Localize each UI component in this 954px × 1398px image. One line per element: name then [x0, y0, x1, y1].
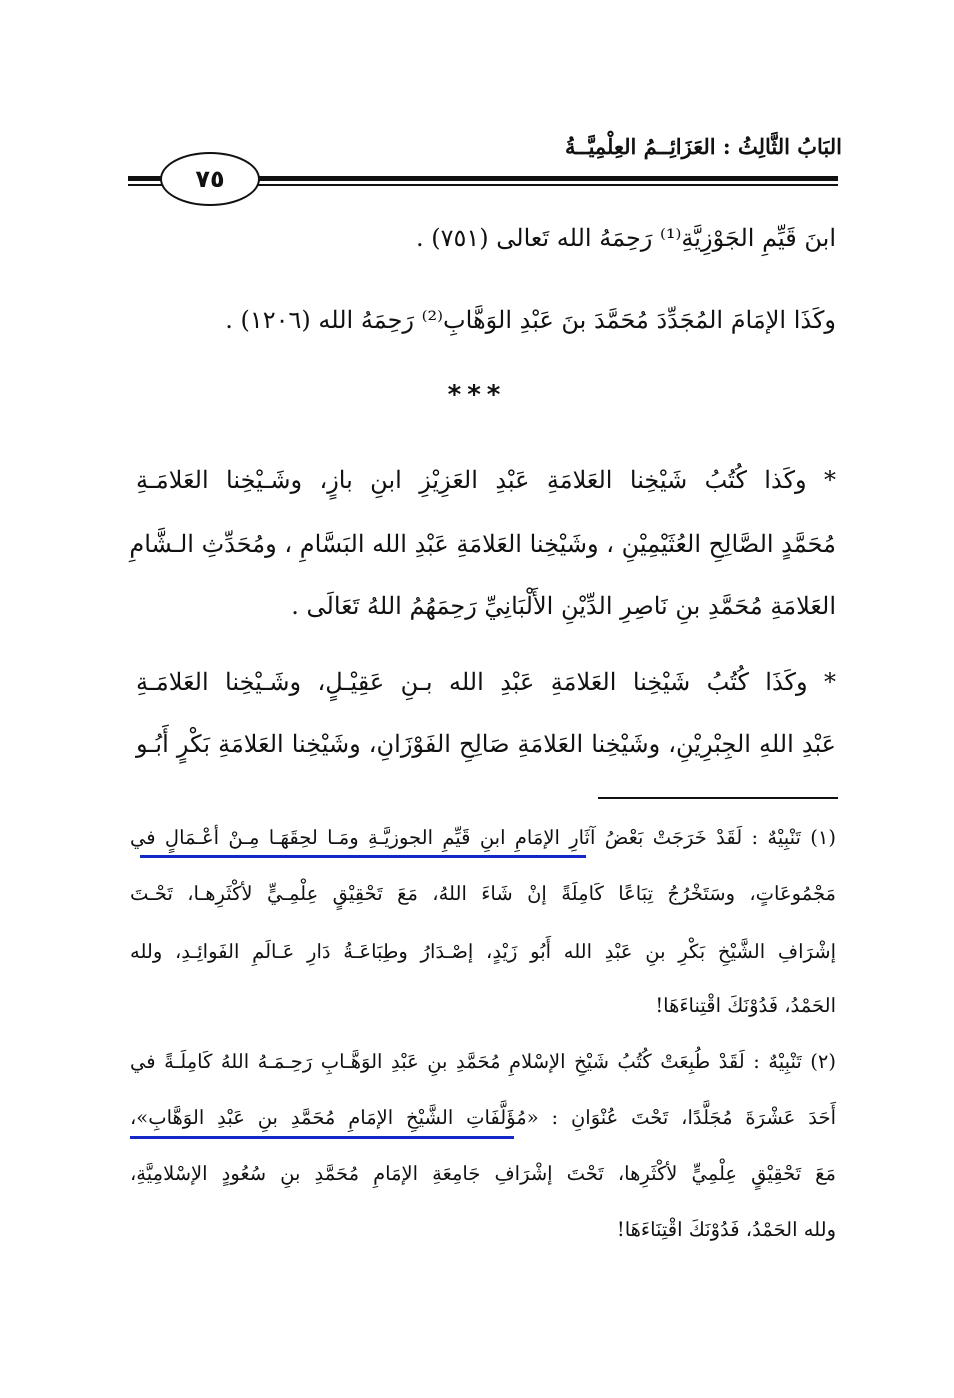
footnote-line: (٢) تَنْبِيْهٌ : لَقَدْ طُبِعَتْ كُتُبُ شَيْخِ الإسْلامِ مُحَمَّدِ بنِ عَبْدِ الوَهَّـابِ رَحِـمَـهُ اللهُ كَامِلَـةً في	[130, 1050, 836, 1073]
body-line: مُحَمَّدٍ الصَّالِحِ العُثَيْمِيْنِ ، وشَيْخِنا العَلامَةِ عَبْدِ الله البَسَّامِ ، ومُحَدِّثِ الـشَّامِ	[129, 530, 836, 558]
body-line: ابنَ قَيِّمِ الجَوْزِيَّةِ⁽¹⁾ رَحِمَهُ الله تَعالى (٧٥١) .	[415, 224, 836, 252]
footnote-line: مَجْمُوعَاتٍ، وسَتَخْرُجُ تِبَاعًا كَامِلَةً إنْ شَاءَ اللهُ، مَعَ تَحْقِيْقٍ عِلْمِـيٍّ لأكْثَرِهـا، تَحْـتَ	[130, 882, 836, 905]
chapter-title: البَابُ الثَّالِثُ : العَزَائِــمُ العِلْمِيَّــةُ	[565, 134, 842, 159]
body-line: العَلامَةِ مُحَمَّدِ بنِ نَاصِرِ الدِّيْنِ الأَلْبَانِيِّ رَحِمَهُمُ اللهُ تَعَالَى .	[291, 592, 836, 620]
footnote-separator	[598, 797, 838, 799]
body-line: * وكَذا كُتُبُ شَيْخِنا العَلامَةِ عَبْدِ العَزِيْزِ ابنِ بازٍ، وشَـيْخِنا العَلامَـةِ	[136, 466, 836, 494]
annotation-underline	[140, 855, 586, 858]
footnote-line: مَعَ تَحْقِيْقٍ عِلْمِيٍّ لأكْثَرِها، تَحْتَ إشْرَافِ جَامِعَةِ الإمَامِ مُحَمَّدِ بنِ سُعُودٍ الإسْلامِيَّةِ،	[130, 1162, 836, 1185]
footnote-line: ولله الحَمْدُ، فَدُوْنَكَ اقْتِنَاءَهَا!	[616, 1218, 836, 1241]
annotation-underline	[130, 1136, 514, 1139]
body-line: وكَذَا الإمَامَ المُجَدِّدَ مُحَمَّدَ بنَ عَبْدِ الوَهَّابِ⁽²⁾ رَحِمَهُ الله (١٢٠٦) .	[225, 306, 836, 334]
page-number: ٧٥	[160, 152, 260, 206]
footnote-line: (١) تَنْبِيْهٌ : لَقَدْ خَرَجَتْ بَعْضُ آثَارِ الإمَامِ ابنِ قَيِّمِ الجوزيَّـةِ ومَـا لحِقَهَـا مِـنْ أعْـمَالٍ في	[130, 826, 836, 849]
footnote-line: إشْرَافِ الشَّيْخِ بَكْرِ بنِ عَبْدِ الله أَبُو زَيْدٍ، إصْـدَارُ وطِبَاعَـةُ دَارِ عَـالَمِ الفَوائِـدِ، ولله	[130, 940, 836, 963]
section-divider: ***	[447, 380, 507, 410]
footnote-line: أَحَدَ عَشْرَةَ مُجَلَّدًا، تَحْتَ عُنْوَانِ : «مُؤَلَّفَاتِ الشَّيْخِ الإمَامِ مُحَمَّدِ بنِ عَبْدِ الوَهَّابِ»،	[130, 1106, 836, 1129]
body-line: عَبْدِ اللهِ الجِبْرِيْنِ، وشَيْخِنا العَلامَةِ صَالِحِ الفَوْزَانِ، وشَيْخِنا العَلامَةِ بَكْرٍ أَبُـو	[136, 730, 836, 758]
footnote-line: الحَمْدُ، فَدُوْنَكَ اقْتِناءَهَا!	[655, 994, 836, 1017]
body-line: * وكَذَا كُتُبُ شَيْخِنا العَلامَةِ عَبْدِ الله بـنِ عَقِيْـلٍ، وشَـيْخِنا العَلامَـةِ	[136, 668, 836, 696]
